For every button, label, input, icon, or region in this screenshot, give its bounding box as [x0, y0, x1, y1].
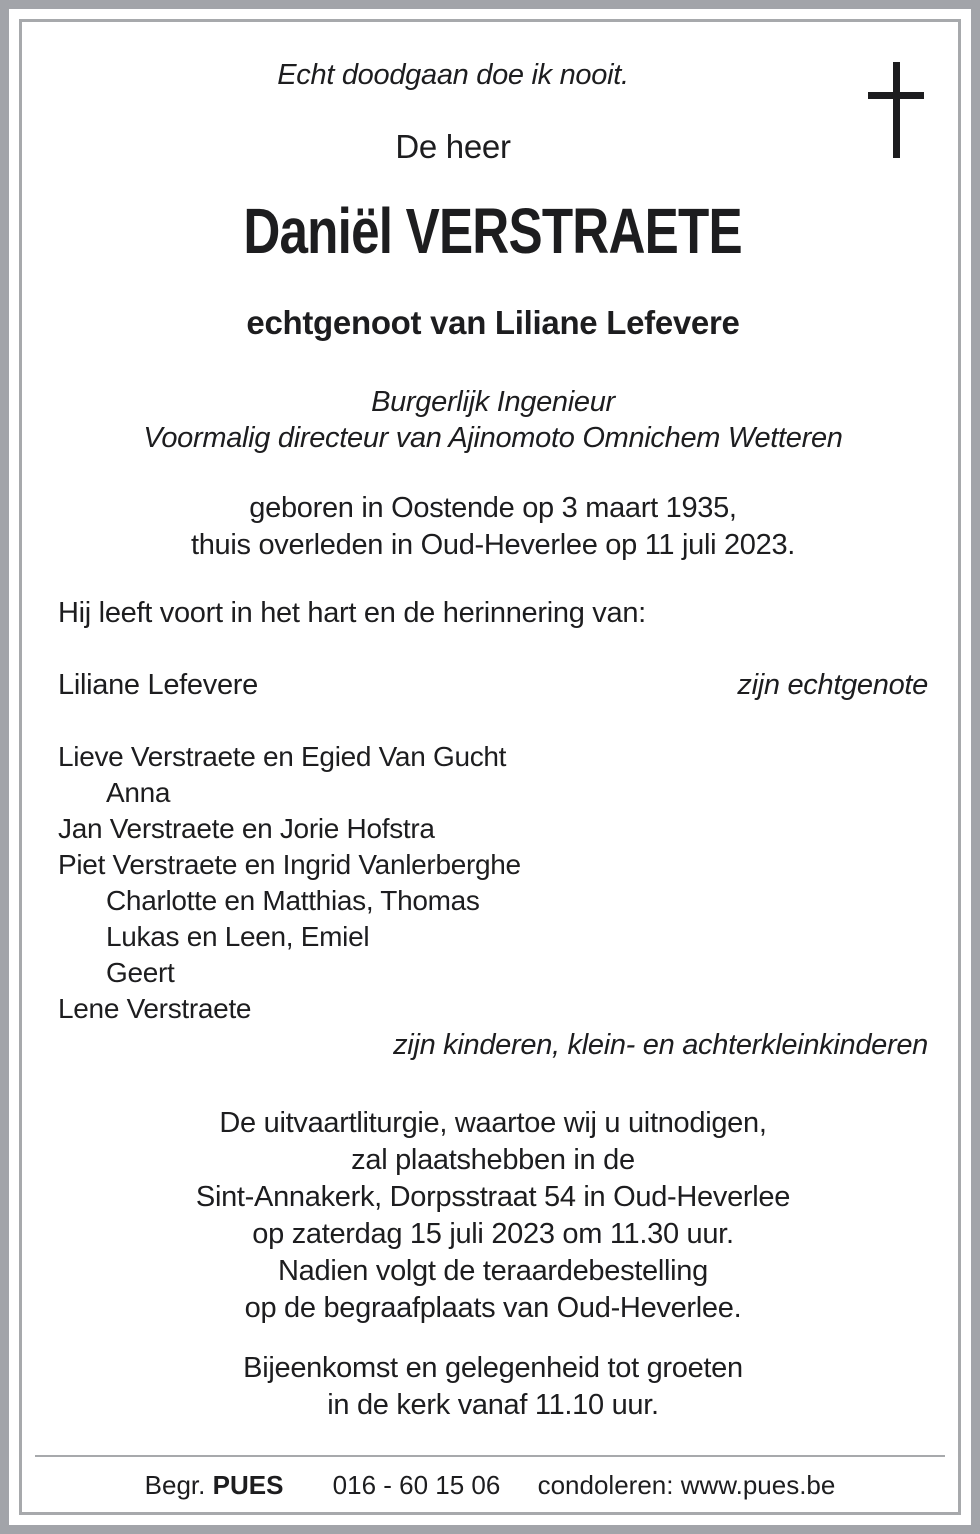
gathering-line: Bijeenkomst en gelegenheid tot groeten — [243, 1352, 743, 1384]
funeral-home-footer — [22, 1469, 958, 1501]
birth-line: geboren in Oostende op 3 maart 1935, — [249, 492, 737, 524]
memory-intro: Hij leeft voort in het hart en de herinnering van: — [58, 597, 646, 629]
card-inner-frame — [19, 19, 961, 1515]
spouse-line: echtgenoot van Liliane Lefevere — [246, 304, 740, 341]
gathering-line: in de kerk vanaf 11.10 uur. — [327, 1389, 659, 1421]
salutation: De heer — [395, 128, 511, 165]
footer-divider — [35, 1455, 945, 1457]
family-list — [58, 739, 928, 1027]
family-member: Lene Verstraete — [58, 993, 252, 1024]
ceremony-line: zal plaatshebben in de — [351, 1144, 635, 1176]
family-member: Lieve Verstraete en Egied Van Gucht — [58, 741, 507, 772]
family-member: Piet Verstraete en Ingrid Vanlerberghe — [58, 849, 521, 880]
widow-name: Liliane Lefevere — [58, 669, 258, 701]
funeral-home-phone: 016 - 60 15 06 — [332, 1470, 501, 1500]
condolences-url: condoleren: www.pues.be — [537, 1470, 836, 1500]
family-member: Anna — [106, 777, 171, 808]
epitaph-quote: Echt doodgaan doe ik nooit. — [277, 59, 629, 91]
widow-relation: zijn echtgenote — [737, 669, 928, 701]
ceremony-line: op de begraafplaats van Oud-Heverlee. — [244, 1292, 742, 1324]
family-member: Jan Verstraete en Jorie Hofstra — [58, 813, 435, 844]
title-line: Voormalig directeur van Ajinomoto Omnichem Wetteren — [143, 422, 843, 454]
funeral-home-label: Begr. — [144, 1470, 206, 1500]
gathering-block — [58, 1350, 928, 1424]
death-line: thuis overleden in Oud-Heverlee op 11 juli 2023. — [190, 529, 796, 561]
widow-row — [58, 667, 928, 703]
ceremony-line: Sint-Annakerk, Dorpsstraat 54 in Oud-Heverlee — [195, 1181, 791, 1213]
title-line: Burgerlijk Ingenieur — [371, 386, 615, 418]
card-content — [22, 22, 958, 1512]
funeral-home-name: PUES — [212, 1470, 284, 1500]
professional-titles — [58, 384, 928, 456]
birth-death-block — [58, 490, 928, 564]
ceremony-block — [58, 1105, 928, 1327]
family-member: Geert — [106, 957, 175, 988]
ceremony-line: op zaterdag 15 juli 2023 om 11.30 uur. — [252, 1218, 734, 1250]
ceremony-line: Nadien volgt de teraardebestelling — [278, 1255, 708, 1287]
deceased-name — [58, 196, 928, 266]
deceased-name-text: Daniël VERSTRAETE — [243, 195, 743, 267]
family-relation: zijn kinderen, klein- en achterkleinkinderen — [393, 1029, 928, 1061]
ceremony-line: De uitvaartliturgie, waartoe wij u uitnodigen, — [219, 1107, 767, 1139]
family-member: Lukas en Leen, Emiel — [106, 921, 370, 952]
family-member: Charlotte en Matthias, Thomas — [106, 885, 480, 916]
